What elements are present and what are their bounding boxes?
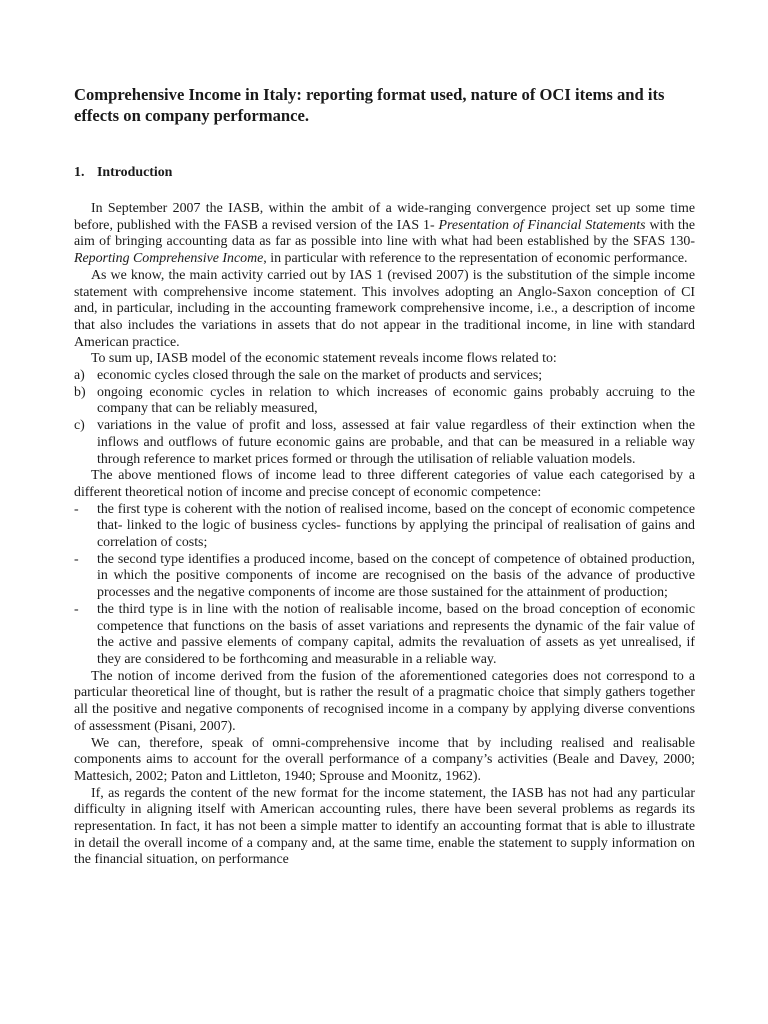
- paragraph-7: If, as regards the content of the new format for the income statement, the IASB has not had any particular difficulty in aligning itself with American accounting rules, there have been several problems as regards its representation. In fact, it has not been a simple matter to identify an accounting format that is able to illustrate in detail the overall income of a company and, at the same time, enable the statement to supply information on the financial situation, on performance: [74, 785, 695, 868]
- section-title: Introduction: [97, 165, 173, 180]
- list-item: [74, 502, 695, 552]
- list-item-text: variations in the value of profit and loss, assessed at fair value regardless of their extinction when the inflows and outflows of future economic gains are probable, and that can be measured in a reliable way through reference to market prices formed or through the utilisation of reliable valuation models.: [97, 418, 695, 467]
- list-marker: b): [74, 384, 86, 400]
- income-flows-list: [74, 368, 695, 468]
- paragraph-2: As we know, the main activity carried out by IAS 1 (revised 2007) is the substitution of the simple income statement with comprehensive income statement. This involves adopting an Anglo-Saxon conception of CI and, in particular, including in the accounting framework comprehensive income, i.e., a description of income that also includes the variations in assets that do not appear in the traditional income, in line with standard American practice.: [74, 267, 695, 350]
- p1-text-a: In September 2007 the IASB, within the ambit of a wide-ranging convergence project set up some time before, published with the FASB a revised version of the IAS 1-: [74, 201, 695, 233]
- paragraph-3: To sum up, IASB model of the economic statement reveals income flows related to:: [91, 351, 557, 367]
- document-title: Comprehensive Income in Italy: reporting format used, nature of OCI items and its effects on company performance.: [74, 85, 665, 125]
- list-marker: -: [74, 551, 79, 567]
- p1-italic-sfas130: Reporting Comprehensive Income: [74, 251, 264, 267]
- section-number: 1.: [74, 165, 85, 180]
- paragraph-1: [74, 201, 695, 268]
- list-marker: c): [74, 418, 85, 434]
- list-item-text: ongoing economic cycles in relation to which increases of economic gains probably accruing to the company that can be reliably measured,: [97, 384, 695, 417]
- income-types-list: [74, 502, 695, 669]
- list-marker: -: [74, 601, 79, 617]
- document-page: [74, 84, 695, 869]
- p1-italic-ias1: Presentation of Financial Statements: [438, 217, 646, 233]
- paragraph-6: We can, therefore, speak of omni-comprehensive income that by including realised and realisable components aims to account for the overall performance of a company’s activities (Beale and Davey, 2000; Mattesich, 2002; Paton and Littleton, 1940; Sprouse and Moonitz, 1962).: [74, 735, 695, 784]
- list-marker: a): [74, 368, 85, 384]
- list-marker: -: [74, 501, 79, 517]
- list-item: [74, 602, 695, 669]
- list-item: [74, 418, 695, 468]
- section-heading: [74, 164, 695, 181]
- paragraph-4: The above mentioned flows of income lead to three different categories of value each categorised by a different theoretical notion of income and precise concept of economic competence:: [74, 468, 695, 500]
- list-item-text: economic cycles closed through the sale on the market of products and services;: [97, 368, 543, 384]
- paragraph-5: The notion of income derived from the fusion of the aforementioned categories does not correspond to a particular theoretical line of thought, but is rather the result of a pragmatic choice that simply gathers together all the positive and negative components of recognised income in a company by applying diverse conventions of assessment (Pisani, 2007).: [74, 668, 695, 734]
- list-item-text: the first type is coherent with the notion of realised income, based on the concept of economic competence that- linked to the logic of business cycles- functions by applying the principal of realisation of gains and correlation of costs;: [97, 501, 695, 551]
- p1-text-c: with the aim of bringing accounting data as far as possible into line with what had been established by the SFAS 130-: [74, 217, 695, 250]
- list-item-text: the third type is in line with the notion of realisable income, based on the broad conception of economic competence that functions on the basis of asset variations and represents the dynamic of the fair value of the active and passive elements of company capital, admits the revaluation of assets as yet unrealised, if they are considered to be forthcoming and measurable in a reliable way.: [97, 601, 695, 667]
- list-item: [74, 368, 695, 385]
- list-item: [74, 552, 695, 602]
- list-item: [74, 385, 695, 418]
- p1-text-e: , in particular with reference to the representation of economic performance.: [263, 251, 688, 267]
- list-item-text: the second type identifies a produced income, based on the concept of competence of obtained production, in which the positive components of income are recognised on the basis of the advance of productive processes and the negative components of income are those sustained for the attainment of production;: [97, 551, 695, 601]
